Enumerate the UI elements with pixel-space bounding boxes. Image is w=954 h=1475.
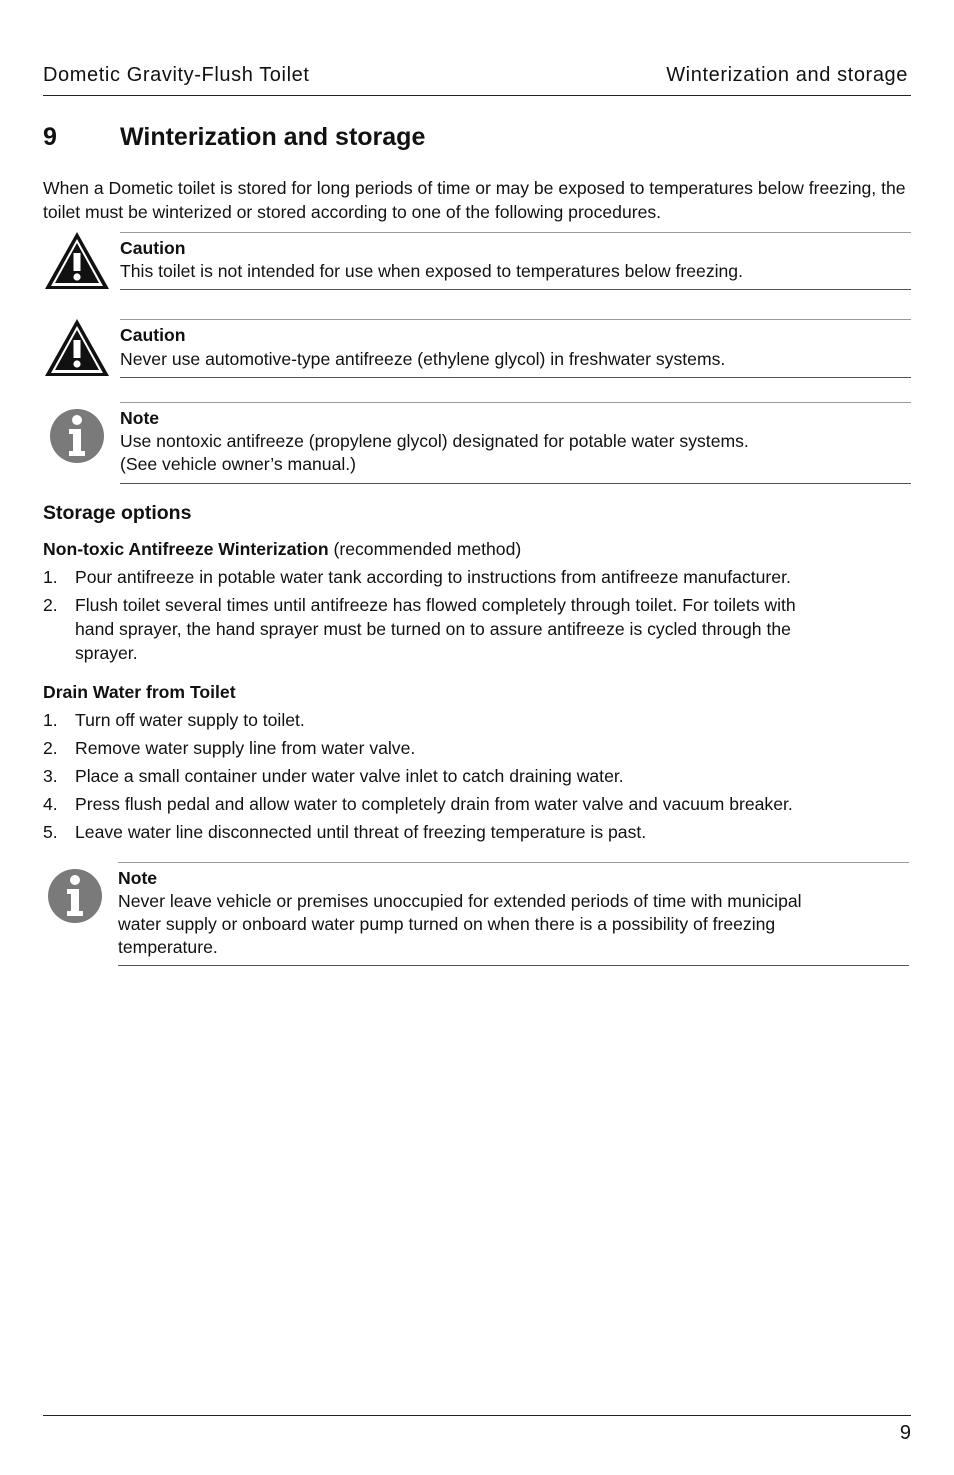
step-text: sprayer. bbox=[75, 643, 138, 663]
notice-text: Never use automotive-type antifreeze (ethylene glycol) in freshwater systems. bbox=[120, 349, 726, 369]
notice-title: Caution bbox=[120, 325, 186, 345]
notice-text: This toilet is not intended for use when exposed to temperatures below freezing. bbox=[120, 261, 743, 281]
notice-text: temperature. bbox=[118, 937, 218, 957]
intro-paragraph: When a Dometic toilet is stored for long periods of time or may be exposed to temperatures below freezing, the toilet must be winterized or stored according to one of the following procedures. bbox=[43, 178, 906, 222]
drain-title: Drain Water from Toilet bbox=[43, 682, 236, 702]
step-number: 1. bbox=[43, 710, 58, 730]
notice-rule-bottom bbox=[120, 483, 911, 484]
notice-rule-top bbox=[120, 232, 911, 233]
step-text: Remove water supply line from water valve. bbox=[75, 738, 416, 758]
notice-rule-top bbox=[118, 862, 909, 863]
notice-rule-top bbox=[120, 319, 911, 320]
running-header-section: Winterization and storage bbox=[666, 64, 908, 86]
step-text: Press flush pedal and allow water to completely drain from water valve and vacuum breaker. bbox=[75, 794, 793, 814]
notice-text: Never leave vehicle or premises unoccupied for extended periods of time with municipal bbox=[118, 891, 802, 911]
section-number: 9 bbox=[43, 123, 57, 151]
step-number: 4. bbox=[43, 794, 58, 814]
step-number: 5. bbox=[43, 822, 58, 842]
antifreeze-heading bbox=[43, 537, 521, 561]
notice-text: (See vehicle owner’s manual.) bbox=[120, 454, 357, 474]
section-title: Winterization and storage bbox=[120, 123, 426, 151]
step-text: Turn off water supply to toilet. bbox=[75, 710, 305, 730]
notice-rule-bottom bbox=[118, 965, 909, 966]
step-text: Place a small container under water valve inlet to catch draining water. bbox=[75, 766, 624, 786]
step-number: 2. bbox=[43, 595, 58, 615]
warning-triangle-icon bbox=[42, 316, 112, 380]
antifreeze-subtitle: (recommended method) bbox=[333, 539, 522, 559]
storage-heading: Storage options bbox=[43, 502, 192, 524]
footer-rule bbox=[43, 1415, 911, 1416]
step-text: Pour antifreeze in potable water tank according to instructions from antifreeze manufacturer. bbox=[75, 567, 791, 587]
antifreeze-title: Non-toxic Antifreeze Winterization bbox=[43, 539, 329, 559]
running-header-product: Dometic Gravity-Flush Toilet bbox=[43, 64, 310, 86]
page-number: 9 bbox=[899, 1422, 911, 1444]
warning-triangle-icon bbox=[42, 229, 112, 293]
step-number: 1. bbox=[43, 567, 58, 587]
notice-rule-top bbox=[120, 402, 911, 403]
step-number: 2. bbox=[43, 738, 58, 758]
step-text: hand sprayer, the hand sprayer must be turned on to assure antifreeze is cycled through the bbox=[75, 619, 791, 639]
step-text: Leave water line disconnected until threat of freezing temperature is past. bbox=[75, 822, 647, 842]
info-icon bbox=[42, 864, 112, 928]
step-text: Flush toilet several times until antifreeze has flowed completely through toilet. For toilets with bbox=[75, 595, 796, 615]
notice-title: Caution bbox=[120, 238, 186, 258]
notice-text: Use nontoxic antifreeze (propylene glycol) designated for potable water systems. bbox=[120, 431, 749, 451]
info-icon bbox=[44, 404, 114, 468]
step-number: 3. bbox=[43, 766, 58, 786]
drain-heading bbox=[43, 680, 236, 704]
notice-rule-bottom bbox=[120, 289, 911, 290]
notice-text: water supply or onboard water pump turned on when there is a possibility of freezing bbox=[118, 914, 776, 934]
notice-title: Note bbox=[118, 868, 158, 888]
header-rule bbox=[43, 95, 911, 96]
notice-rule-bottom bbox=[120, 377, 911, 378]
notice-title: Note bbox=[120, 408, 160, 428]
